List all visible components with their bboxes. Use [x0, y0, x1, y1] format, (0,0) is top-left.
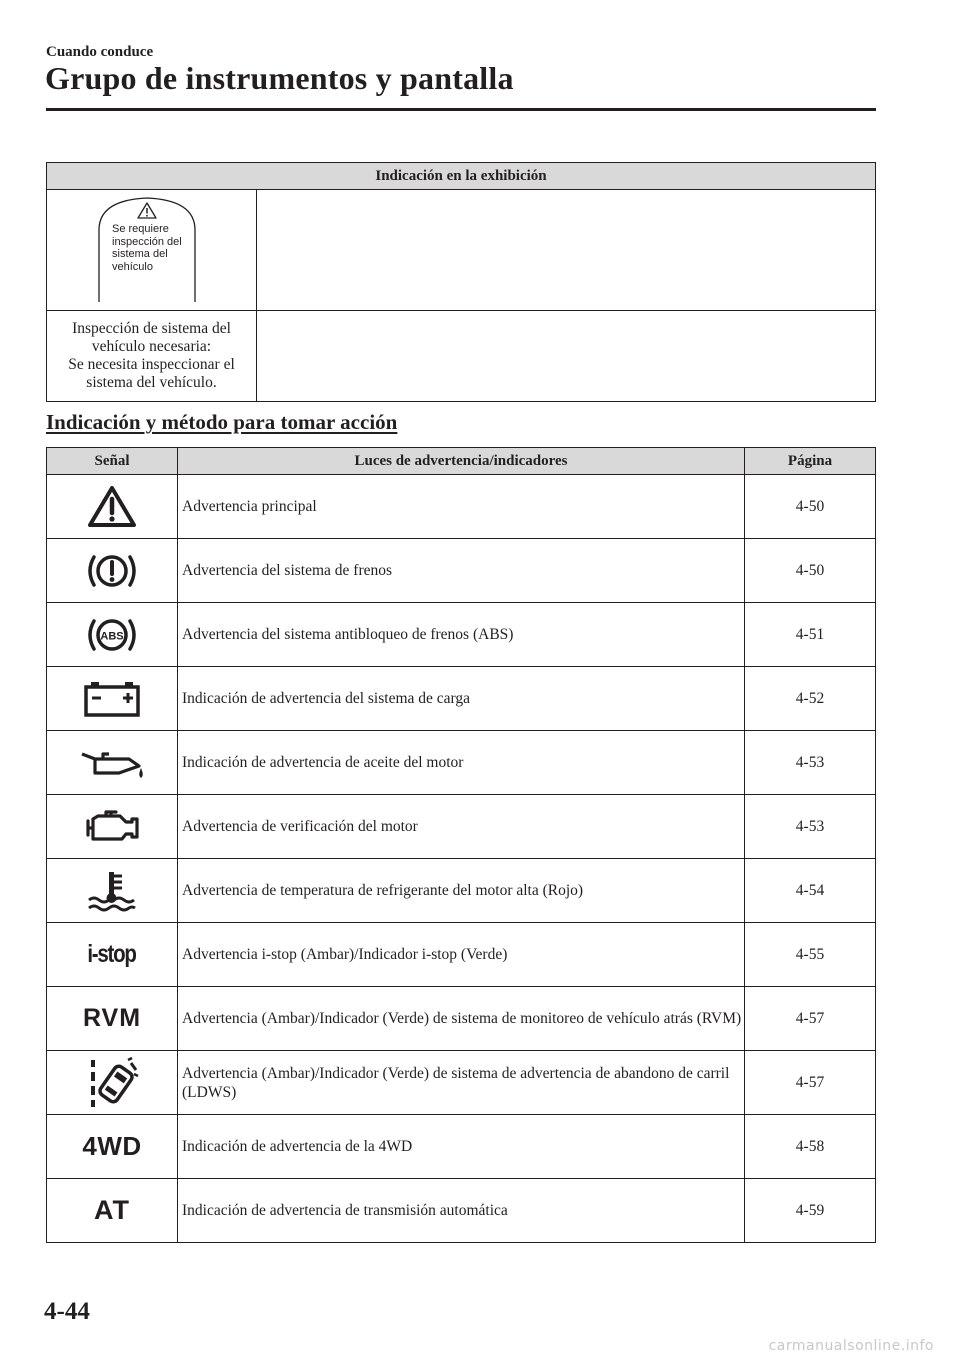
table-row: [47, 731, 876, 795]
section-heading: Indicación y método para tomar acción: [46, 410, 398, 434]
row-desc: Advertencia (Ambar)/Indicador (Verde) de sistema de monitoreo de vehículo atrás (RVM): [178, 987, 745, 1051]
watermark: carmanualsonline.info: [768, 1338, 934, 1354]
svg-text:ABS: ABS: [100, 630, 124, 642]
battery-charging-icon: [82, 679, 142, 719]
row-desc: Indicación de advertencia del sistema de carga: [178, 667, 745, 731]
check-engine-icon: [80, 807, 144, 847]
page-number: 4-44: [44, 1298, 90, 1325]
rvm-icon: RVM: [82, 1004, 142, 1032]
display-screen-illustration: [47, 190, 252, 310]
display-screen-text: Se requiere inspección del sistema del vehículo: [112, 223, 182, 273]
table-row: [47, 923, 876, 987]
table-row: [47, 795, 876, 859]
row-desc: Indicación de advertencia de la 4WD: [178, 1115, 745, 1179]
table-row: [47, 859, 876, 923]
abs-warning-icon: [83, 613, 141, 657]
row-desc: Advertencia del sistema antibloqueo de frenos (ABS): [178, 603, 745, 667]
col-header-page: Página: [745, 448, 876, 475]
title-rule: [46, 108, 876, 111]
row-page: 4-53: [745, 795, 876, 859]
row-page: 4-58: [745, 1115, 876, 1179]
section-label: Cuando conduce: [46, 44, 154, 60]
display-table: [46, 162, 876, 402]
4wd-icon: 4WD: [82, 1131, 142, 1161]
row-page: 4-57: [745, 1051, 876, 1115]
table-row: [47, 539, 876, 603]
row-page: 4-55: [745, 923, 876, 987]
i-stop-icon: i-stop: [87, 940, 137, 968]
table-row: [47, 1179, 876, 1243]
row-page: 4-54: [745, 859, 876, 923]
row-desc: Advertencia (Ambar)/Indicador (Verde) de sistema de advertencia de abandono de carril (LDWS): [178, 1051, 745, 1115]
table-row: [47, 1051, 876, 1115]
display-table-header: Indicación en la exhibición: [47, 163, 876, 190]
row-page: 4-57: [745, 987, 876, 1051]
coolant-temperature-icon: [84, 869, 140, 913]
display-empty-cell: [257, 190, 876, 311]
row-page: 4-52: [745, 667, 876, 731]
col-header-lights: Luces de advertencia/indicadores: [178, 448, 745, 475]
oil-can-icon: [79, 746, 145, 780]
table-row: [47, 475, 876, 539]
brake-system-warning-icon: [83, 549, 141, 593]
warning-triangle-icon: [138, 203, 156, 218]
page-title: Grupo de instrumentos y pantalla: [45, 60, 514, 96]
row-page: 4-59: [745, 1179, 876, 1243]
row-desc: Indicación de advertencia de aceite del motor: [178, 731, 745, 795]
row-page: 4-50: [745, 475, 876, 539]
display-caption-empty-cell: [257, 311, 876, 402]
table-row: [47, 987, 876, 1051]
table-row: [47, 1115, 876, 1179]
master-warning-icon: [87, 485, 137, 529]
row-desc: Advertencia principal: [178, 475, 745, 539]
at-icon: AT: [94, 1195, 130, 1225]
signals-table: [46, 447, 876, 1243]
row-page: 4-50: [745, 539, 876, 603]
row-page: 4-53: [745, 731, 876, 795]
row-desc: Advertencia de verificación del motor: [178, 795, 745, 859]
display-screen-cell: [47, 190, 257, 311]
row-desc: Advertencia de temperatura de refrigerante del motor alta (Rojo): [178, 859, 745, 923]
row-desc: Indicación de advertencia de transmisión automática: [178, 1179, 745, 1243]
row-desc: Advertencia i-stop (Ambar)/Indicador i-stop (Verde): [178, 923, 745, 987]
row-page: 4-51: [745, 603, 876, 667]
display-caption: Inspección de sistema del vehículo necesaria: Se necesita inspeccionar el sistema del vehículo.: [47, 311, 257, 402]
row-desc: Advertencia del sistema de frenos: [178, 539, 745, 603]
table-row: [47, 603, 876, 667]
ldws-icon: [84, 1057, 140, 1109]
table-row: [47, 667, 876, 731]
col-header-signal: Señal: [47, 448, 178, 475]
